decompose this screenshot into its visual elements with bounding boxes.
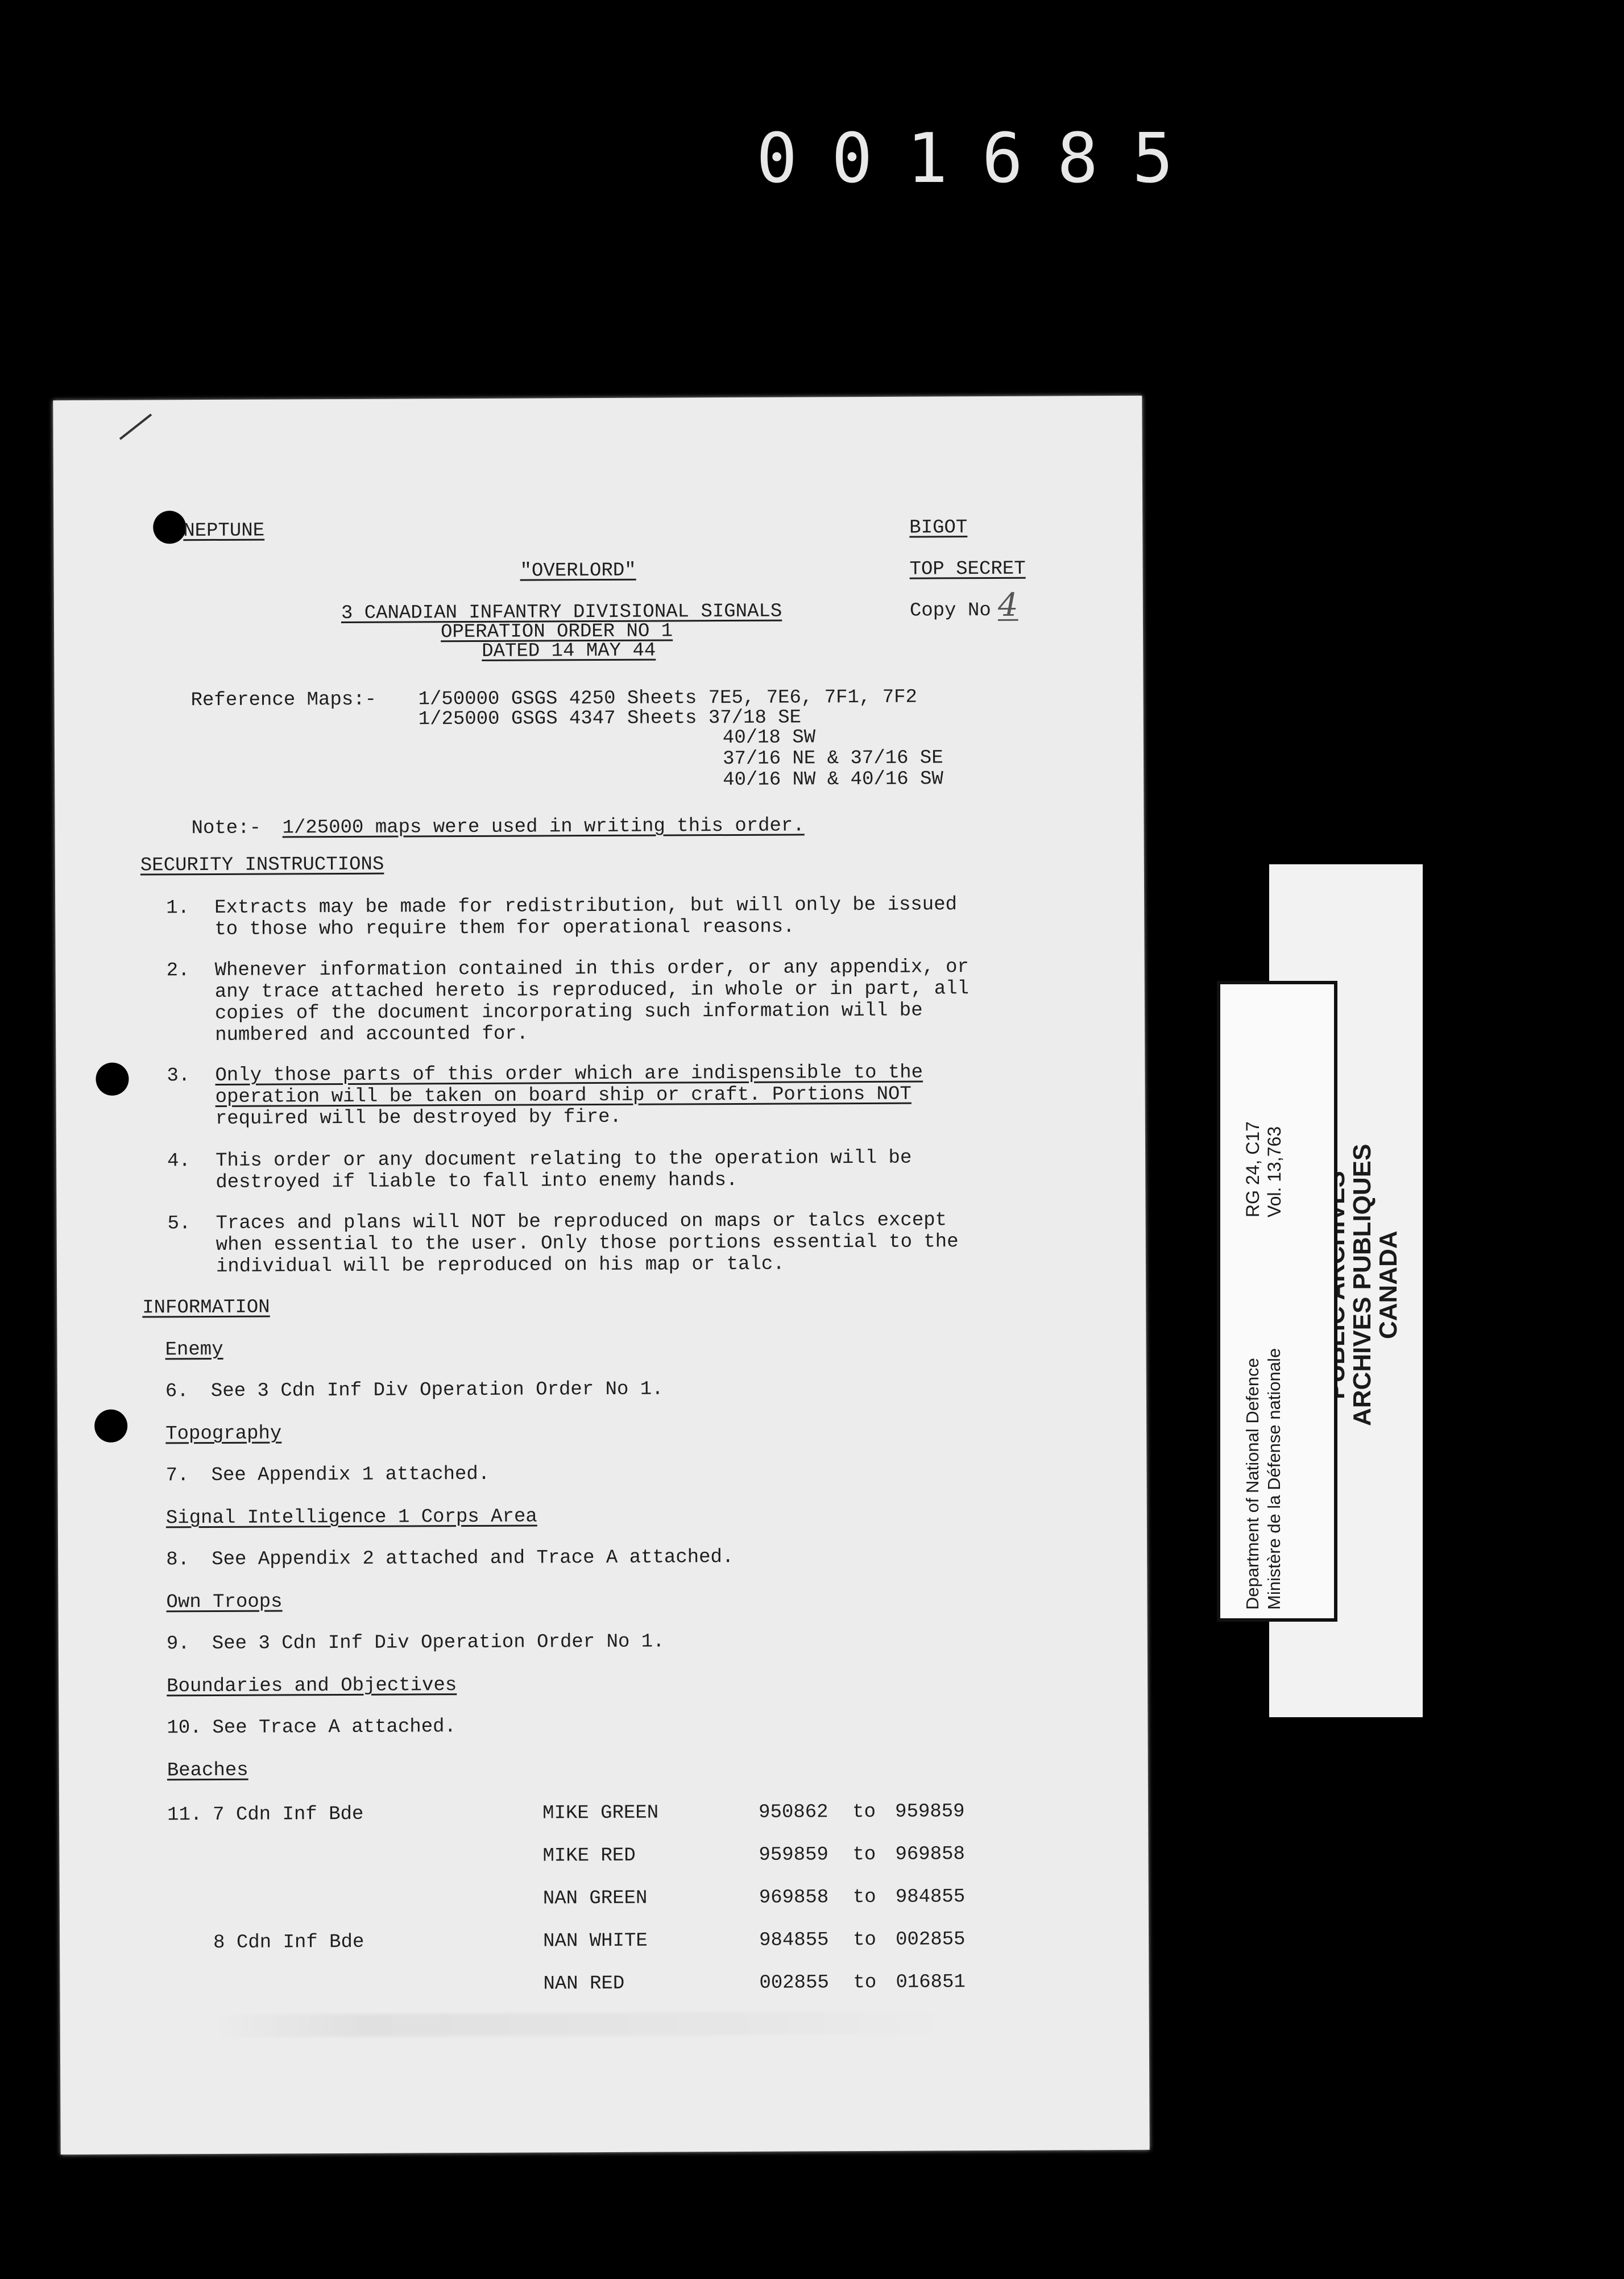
item-number: 5. — [167, 1213, 191, 1235]
beach-to: 002855 — [896, 1929, 966, 1951]
pen-mark — [119, 413, 152, 440]
text-line: Only those parts of this order which are indispensible to the — [215, 1062, 923, 1087]
beach-name: MIKE GREEN — [542, 1802, 659, 1825]
text-line: when essential to the user. Only those portions essential to the — [216, 1231, 959, 1256]
subheading-own-troops: Own Troops — [166, 1591, 283, 1614]
text-line: copies of the document incorporating such information will be — [214, 1000, 923, 1025]
beach-unit: 7 Cdn Inf Bde — [213, 1803, 364, 1826]
subheading-boundaries: Boundaries and Objectives — [167, 1675, 457, 1698]
beach-name: NAN GREEN — [542, 1887, 648, 1910]
document-page — [53, 396, 1149, 2154]
item-number: 9. — [166, 1633, 190, 1655]
beach-from: 950862 — [759, 1801, 828, 1824]
beach-name: NAN RED — [543, 1973, 625, 1995]
reference-line: Vol. 13,763 — [1264, 1126, 1285, 1217]
frame-number: 001685 — [756, 119, 1208, 198]
beach-to-word: to — [853, 1929, 877, 1951]
text-line: Extracts may be made for redistribution, but will only be issued — [214, 894, 958, 919]
security-item-4 — [216, 1147, 912, 1194]
archive-reference-card — [1217, 981, 1337, 1622]
note-text: 1/25000 maps were used in writing this order. — [282, 815, 805, 839]
copy-label: Copy No — [909, 599, 991, 622]
order-title-line-1: 3 CANADIAN INFANTRY DIVISIONAL SIGNALS — [341, 600, 782, 624]
item-number: 3. — [167, 1065, 190, 1087]
beach-from: 002855 — [759, 1972, 829, 1994]
subheading-topography: Topography — [165, 1423, 282, 1445]
beach-to: 969858 — [895, 1843, 965, 1866]
beach-to: 984855 — [895, 1886, 966, 1908]
item-number: 1. — [166, 897, 190, 919]
text-line: operation will be taken on board ship or craft. Portions NOT — [215, 1083, 912, 1108]
reference-map-line: 40/18 SW — [722, 727, 816, 749]
beach-to-word: to — [852, 1843, 876, 1866]
stamp-line: ARCHIVES PUBLIQUES — [1348, 1143, 1376, 1427]
punch-hole-middle — [96, 1063, 129, 1096]
item-number: 10. — [167, 1717, 202, 1739]
security-item-5 — [216, 1209, 959, 1278]
security-item-1 — [214, 894, 957, 940]
item-number: 11. — [167, 1804, 202, 1826]
text-line: destroyed if liable to fall into enemy hands. — [216, 1169, 738, 1194]
beach-unit: 8 Cdn Inf Bde — [213, 1931, 364, 1954]
reference-map-line: 40/16 NW & 40/16 SW — [723, 768, 943, 792]
information-heading: INFORMATION — [142, 1296, 270, 1319]
bleed-through — [214, 2011, 953, 2037]
text-line: numbered and accounted for. — [215, 1023, 529, 1046]
reference-map-line: 1/50000 GSGS 4250 Sheets 7E5, 7E6, 7F1, 7F2 — [418, 686, 917, 711]
subheading-enemy: Enemy — [165, 1339, 223, 1361]
text-line: This order or any document relating to the operation will be — [216, 1147, 912, 1172]
classification-bigot: BIGOT — [909, 517, 968, 539]
reference-line: RG 24, C17 — [1242, 1121, 1263, 1217]
punch-hole-top — [153, 511, 186, 544]
item-text: See Appendix 1 attached. — [211, 1463, 490, 1486]
security-heading: SECURITY INSTRUCTIONS — [140, 853, 384, 877]
beach-from: 984855 — [759, 1929, 829, 1951]
reference-map-line: 37/16 NE & 37/16 SE — [722, 747, 943, 770]
item-number: 4. — [167, 1150, 191, 1172]
security-item-2 — [215, 956, 970, 1046]
text-line: required will be destroyed by fire. — [215, 1106, 622, 1130]
beach-name: NAN WHITE — [543, 1930, 648, 1953]
item-text: See Appendix 2 attached and Trace A attached. — [212, 1546, 734, 1571]
subheading-signal-intelligence: Signal Intelligence 1 Corps Area — [165, 1506, 537, 1530]
stamp-line: CANADA — [1374, 1230, 1402, 1340]
item-text: See Trace A attached. — [212, 1716, 457, 1739]
order-title-line-3: DATED 14 MAY 44 — [482, 640, 656, 662]
text-line: Traces and plans will NOT be reproduced on maps or talcs except — [216, 1209, 947, 1234]
reference-map-line: 1/25000 GSGS 4347 Sheets 37/18 SE — [418, 707, 802, 731]
codeword-left: NEPTUNE — [183, 520, 265, 542]
classification-top-secret: TOP SECRET — [909, 558, 1026, 581]
reference-maps-label: Reference Maps:- — [190, 689, 377, 712]
beach-to-word: to — [852, 1801, 876, 1824]
text-line: to those who require them for operational reasons. — [214, 916, 795, 940]
department-line: Ministère de la Défense nationale — [1264, 1348, 1284, 1610]
punch-hole-lower — [94, 1410, 127, 1443]
beach-from: 959859 — [759, 1844, 828, 1866]
text-line: any trace attached hereto is reproduced, in whole or in part, all — [214, 978, 970, 1003]
beach-to: 959859 — [895, 1801, 965, 1823]
operation-name: "OVERLORD" — [520, 560, 636, 582]
beach-name: MIKE RED — [542, 1845, 636, 1867]
archive-department — [1242, 1280, 1285, 1610]
item-text: See 3 Cdn Inf Div Operation Order No 1. — [212, 1631, 665, 1655]
note-label: Note:- — [191, 817, 262, 840]
item-number: 7. — [165, 1465, 189, 1487]
beach-to-word: to — [852, 1886, 876, 1909]
department-line: Department of National Defence — [1242, 1358, 1262, 1610]
text-line: Whenever information contained in this order, or any appendix, or — [214, 956, 969, 981]
item-text: See 3 Cdn Inf Div Operation Order No 1. — [210, 1378, 664, 1402]
text-line: individual will be reproduced on his map or talc. — [216, 1253, 785, 1278]
copy-number: 4 — [997, 586, 1018, 624]
security-item-3 — [215, 1062, 923, 1130]
item-number: 6. — [165, 1381, 189, 1403]
beach-from: 969858 — [759, 1887, 829, 1909]
beach-to: 016851 — [896, 1971, 966, 1994]
item-number: 2. — [166, 960, 190, 982]
subheading-beaches: Beaches — [167, 1759, 248, 1782]
beach-to-word: to — [853, 1971, 877, 1994]
item-number: 8. — [166, 1549, 190, 1571]
archive-reference — [1242, 1081, 1285, 1217]
order-title-line-2: OPERATION ORDER NO 1 — [440, 620, 673, 644]
